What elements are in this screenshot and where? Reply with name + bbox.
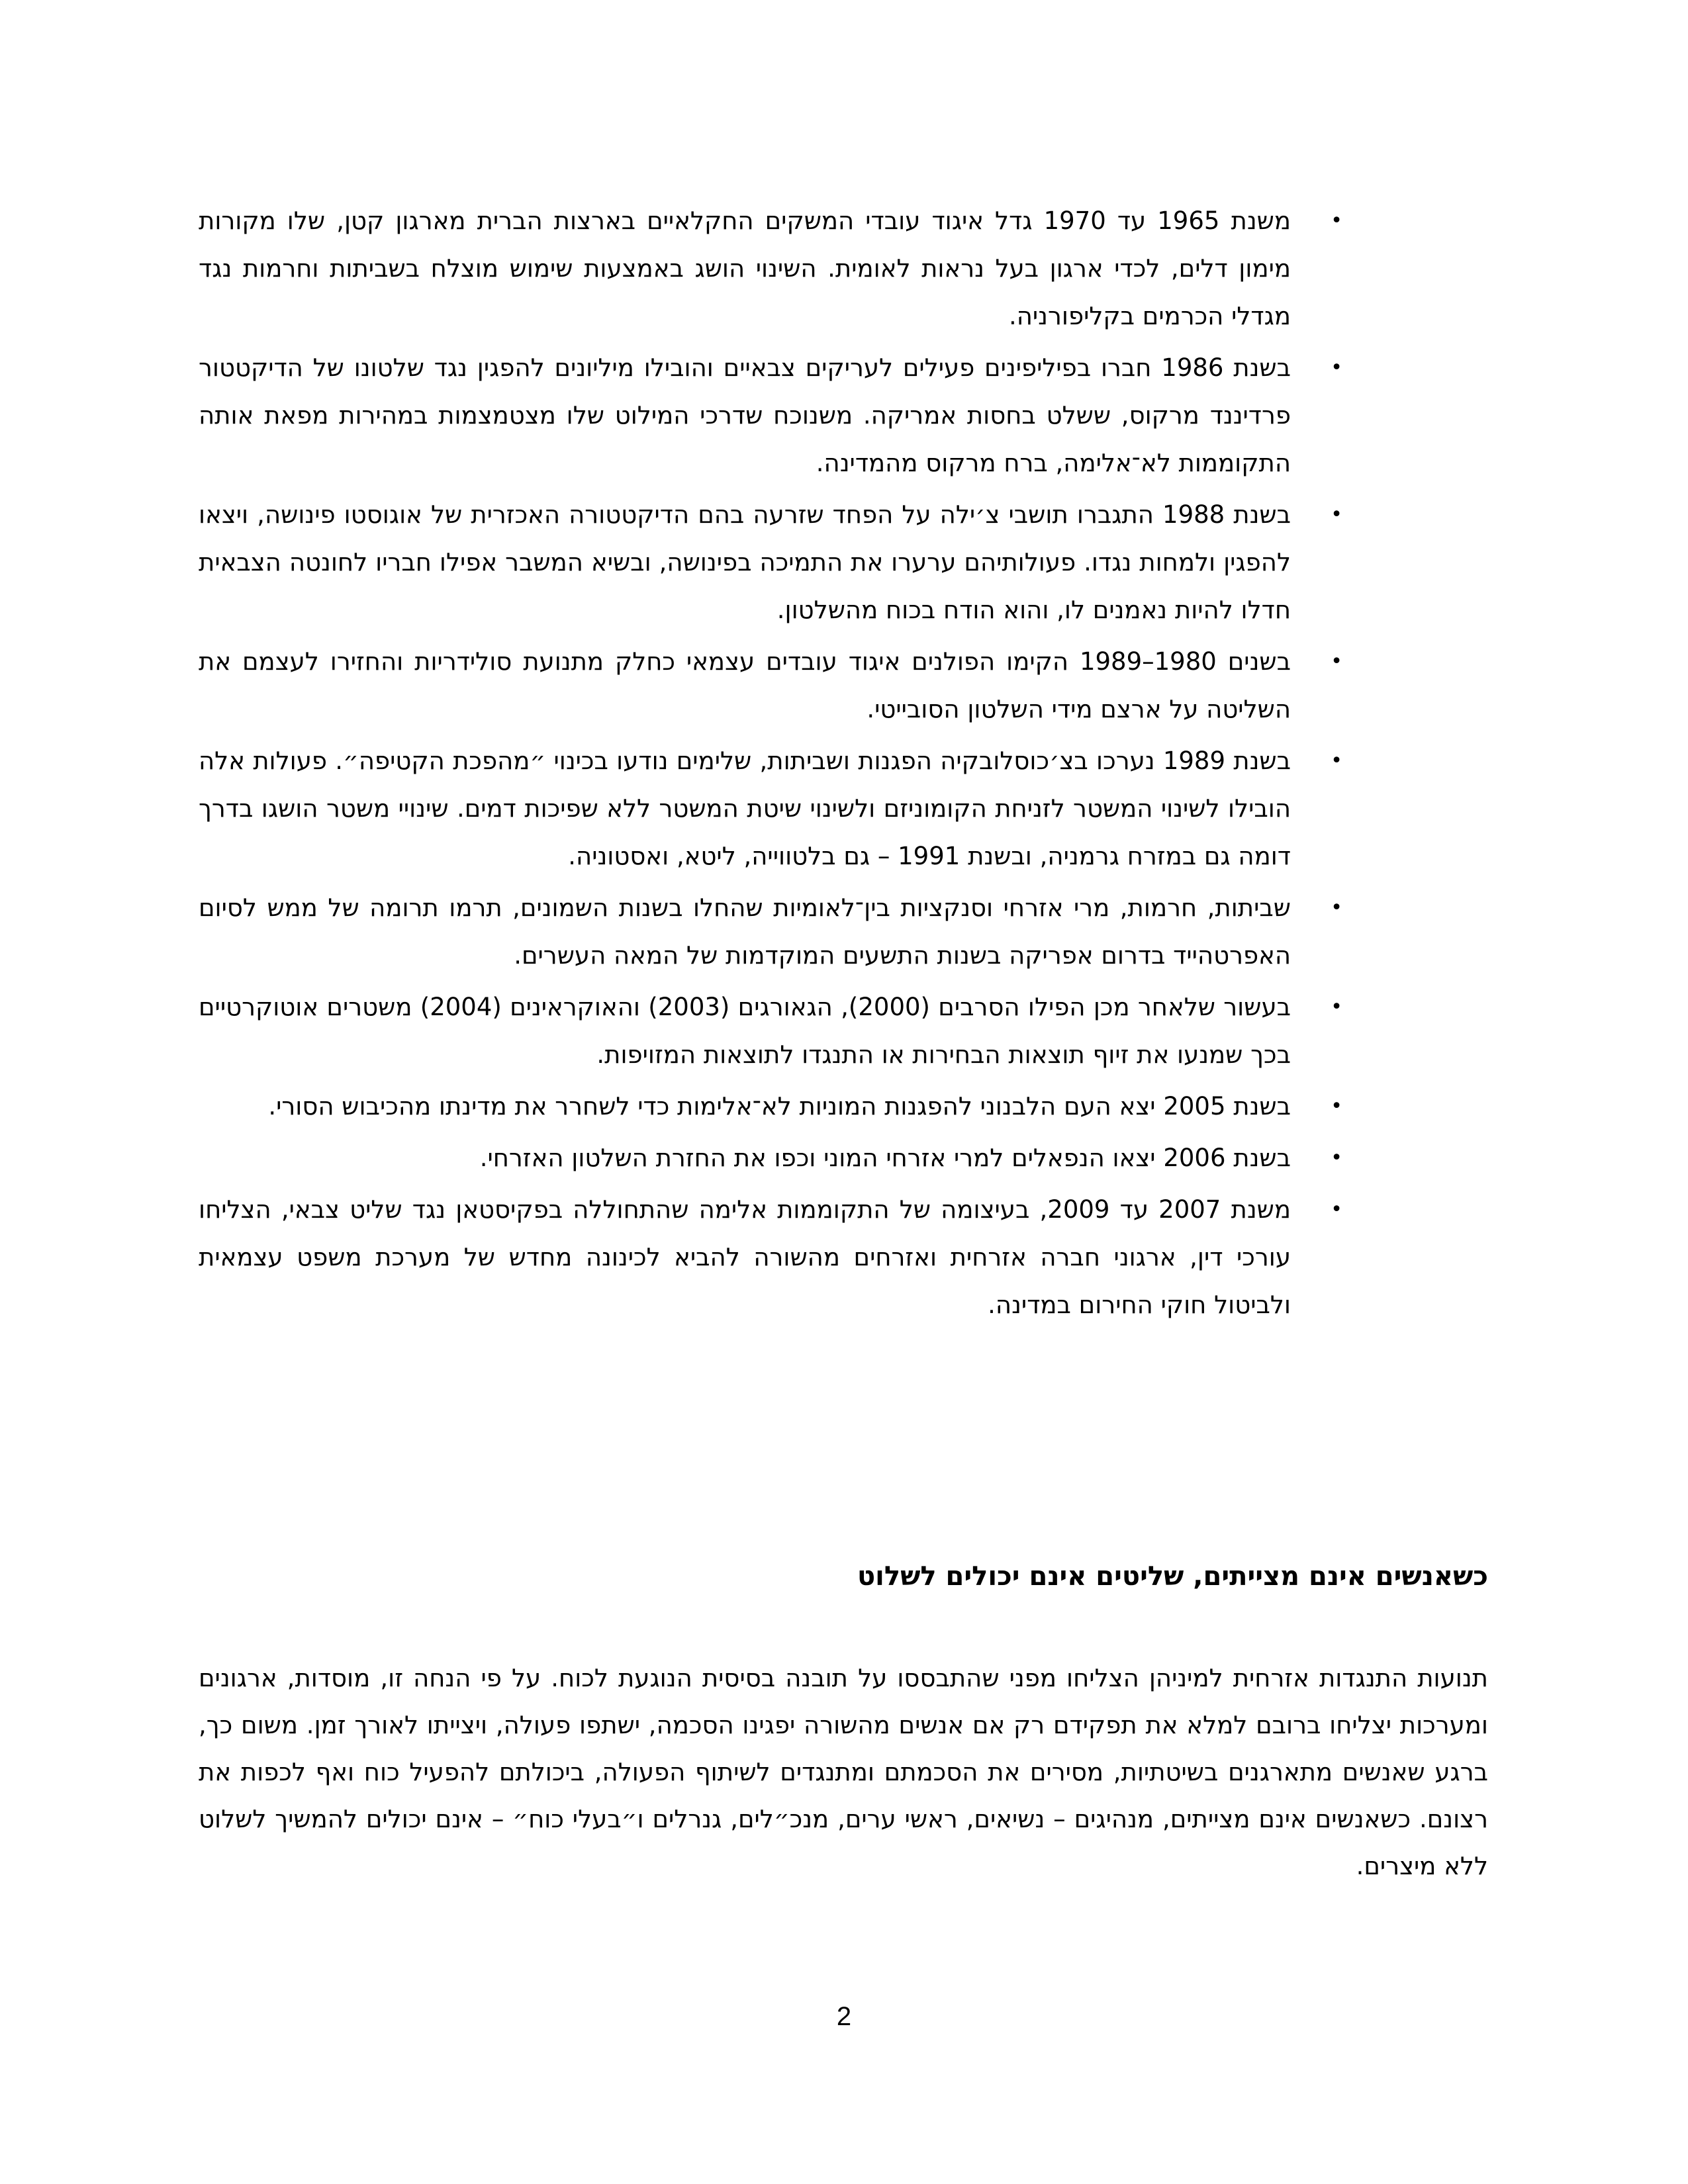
list-item-text: שביתות, חרמות, מרי אזרחי וסנקציות בין־לאומיות שהחלו בשנות השמונים, תרמו תרומה של ממש לסיום האפרטהייד בדרום אפריקה בשנות התשעים המוקדמות של המאה העשרים.	[199, 893, 1291, 970]
bullet-list	[199, 197, 1342, 1333]
list-item-text: בעשור שלאחר מכן הפילו הסרבים (2000), הגאורגים (2003) והאוקראינים (2004) משטרים אוטוקרטיים בכך שמנעו את זיוף תוצאות הבחירות או התנגדו לתוצאות המזויפות.	[199, 993, 1291, 1069]
bullet-icon: •	[1331, 995, 1342, 1019]
bullet-icon: •	[1331, 209, 1342, 232]
bullet-icon: •	[1331, 1198, 1342, 1221]
list-item	[199, 491, 1342, 634]
list-item-text: בשנת 1989 נערכו בצ׳כוסלובקיה הפגנות ושביתות, שלימים נודעו בכינוי ״מהפכת הקטיפה״. פעולות אלה הובילו לשינוי המשטר לזניחת הקומוניזם ולשינוי שיטת המשטר ללא שפיכות דמים. שינויי משטר הושגו בדרך דומה גם במזרח גרמניה, ובשנת 1991 – גם בלטווייה, ליטא, ואסטוניה.	[199, 747, 1291, 870]
bullet-icon: •	[1331, 503, 1342, 526]
list-item	[199, 1134, 1342, 1182]
bullet-icon: •	[1331, 356, 1342, 379]
list-item-text: בשנת 2006 יצאו הנפאלים למרי אזרחי המוני וכפו את החזרת השלטון האזרחי.	[479, 1144, 1291, 1172]
bullet-icon: •	[1331, 650, 1342, 673]
list-item	[199, 344, 1342, 487]
list-item-text: בשנת 1988 התגברו תושבי צ׳ילה על הפחד שזרעה בהם הדיקטטורה האכזרית של אוגוסטו פינושה, ויצאו להפגין ולמחות נגדו. פעולותיהם ערערו את התמיכה בפינושה, ובשיא המשבר אפילו חבריו לחונטה הצבאית חדלו להיות נאמנים לו, והוא הודח בכוח מהשלטון.	[199, 500, 1291, 624]
list-item	[199, 1083, 1342, 1130]
list-item-text: בשנים 1980–1989 הקימו הפולנים איגוד עובדים עצמאי כחלק מתנועת סולידריות והחזירו לעצמם את השליטה על ארצם מידי השלטון הסובייטי.	[199, 647, 1291, 723]
list-item	[199, 737, 1342, 880]
bullet-icon: •	[1331, 1146, 1342, 1169]
bullet-icon: •	[1331, 1095, 1342, 1118]
list-item	[199, 884, 1342, 979]
list-item-text: בשנת 1986 חברו בפיליפינים פעילים לעריקים צבאיים והובילו מיליונים להפגין נגד שלטונו של הדיקטטור פרדיננד מרקוס, ששלט בחסות אמריקה. משנוכח שדרכי המילוט שלו מצטמצמות במהירות מפאת אותה התקוממות לא־אלימה, ברח מרקוס מהמדינה.	[199, 353, 1291, 477]
list-item-text: בשנת 2005 יצא העם הלבנוני להפגנות המוניות לא־אלימות כדי לשחרר את מדינתו מהכיבוש הסורי.	[268, 1092, 1291, 1120]
list-item-text: משנת 2007 עד 2009, בעיצומה של התקוממות אלימה שהתחוללה בפקיסטאן נגד שליט צבאי, הצליחו עורכי דין, ארגוני חברה אזרחית ואזרחים מהשורה להביא לכינונה מחדש של מערכת משפט עצמאית ולביטול חוקי החירום במדינה.	[199, 1195, 1291, 1319]
bullet-icon: •	[1331, 749, 1342, 772]
bullet-icon: •	[1331, 896, 1342, 919]
list-item	[199, 638, 1342, 733]
section-paragraph: תנועות התנגדות אזרחית למיניהן הצליחו מפני שהתבססו על תובנה בסיסית הנוגעת לכוח. על פי הנחה זו, מוסדות, ארגונים ומערכות יצליחו ברובם למלא את תפקידם רק אם אנשים מהשורה יפגינו הסכמה, ישתפו פעולה, ויצייתו לאורך זמן. משום כך, ברגע שאנשים מתארגנים בשיטתיות, מסירים את הסכמתם ומתנגדים לשיתוף הפעולה, ביכולתם להפעיל כוח ואף לכפות את רצונם. כשאנשים אינם מצייתים, מנהיגים – נשיאים, ראשי ערים, מנכ״לים, גנרלים ו״בעלי כוח״ – אינם יכולים להמשיך לשלוט ללא מיצרים.	[199, 1664, 1488, 1880]
page-number: 2	[836, 2002, 852, 2031]
list-item	[199, 197, 1342, 340]
section-heading: כשאנשים אינם מצייתים, שליטים אינם יכולים לשלוט	[857, 1561, 1488, 1592]
list-item	[199, 983, 1342, 1079]
list-item-text: משנת 1965 עד 1970 גדל איגוד עובדי המשקים החקלאיים בארצות הברית מארגון קטן, שלו מקורות מימון דלים, לכדי ארגון בעל נראות לאומית. השינוי הושג באמצעות שימוש מוצלח בשביתות וחרמות נגד מגדלי הכרמים בקליפורניה.	[199, 206, 1291, 330]
list-item	[199, 1186, 1342, 1329]
